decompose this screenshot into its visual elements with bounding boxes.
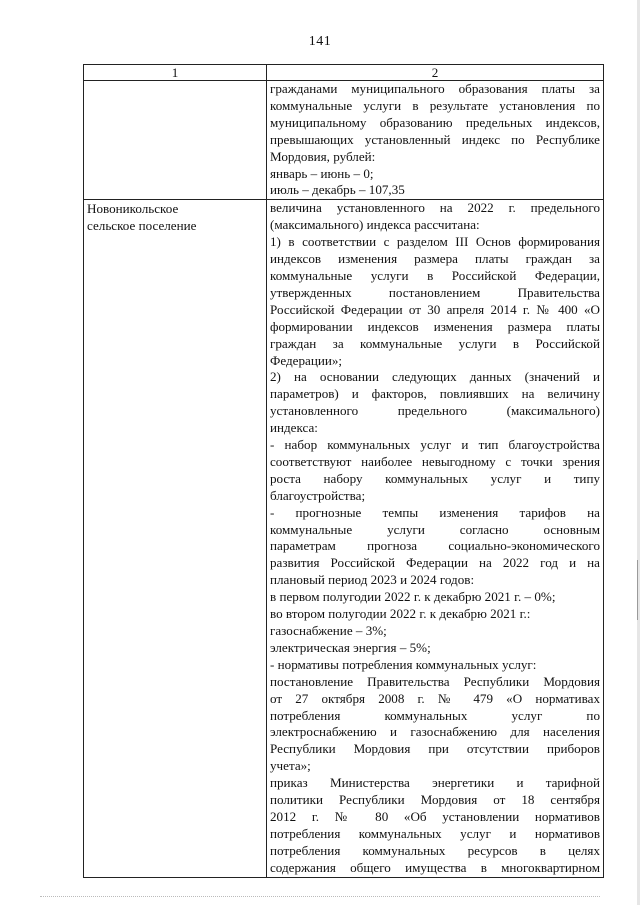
text-line: граждан за коммунальные услуги в Российской [270,335,600,351]
text-line: превышающих установленный индекс по Республике [270,131,600,147]
row2-col1 [84,200,267,877]
text-line: во втором полугодии 2022 г. к декабрю 2021 г.: [270,606,531,622]
text-line: - прогнозные темпы изменения тарифов на [270,504,600,520]
text-line: гражданами муниципального образования платы за [270,81,600,96]
scan-right-edge-mark [637,560,638,620]
text-line: потребления коммунальных услуг по [270,707,600,723]
text-line: электроснабжению и газоснабжению для населения [270,724,600,740]
text-line: содержания общего имущества в многоквартирном [270,859,600,875]
text-line: индексов изменения размера платы граждан за [270,251,600,267]
table-row [84,200,604,877]
text-line: 2012 г. № 80 «Об установлении нормативов [270,808,600,824]
text-line: соответствуют наиболее невыгодному с точки зрения [270,453,600,469]
row1-text [270,81,600,199]
text-line: благоустройства; [270,487,366,503]
settlement-name-line: Новоникольское [87,201,179,217]
text-line: роста набору коммунальных услуг и типу [270,470,600,486]
table-row [84,81,604,200]
text-line: газоснабжение – 3%; [270,623,387,638]
text-line: потребления коммунальных ресурсов в целях [270,842,600,858]
text-line: Российской Федерации от 30 апреля 2014 г. № 400 «О [270,301,600,317]
text-line: развития Российской Федерации на 2022 год и на [270,555,600,571]
text-line: формировании индексов изменения размера платы [270,318,600,334]
text-line: величина установленного на 2022 г. предельного [270,200,600,216]
text-line: учета»; [270,758,311,774]
text-line: от 27 октября 2008 г. № 479 «О нормативах [270,690,600,706]
text-line: - нормативы потребления коммунальных услуг: [270,656,537,672]
text-line: коммунальные услуги в Российской Федерации, [270,267,600,283]
text-line: потребления коммунальных услуг и нормативов [270,825,600,841]
text-line: индекса: [270,420,318,436]
text-line: Республики Мордовия при отсутствии приборов [270,741,600,757]
scan-footer-noise [40,896,600,900]
column-header-2: 2 [267,65,604,81]
text-line: параметрам прогноза социально-экономического [270,538,600,554]
row1-col1 [84,81,267,200]
text-line: установленного предельного (максимального) [270,403,600,419]
settlement-name-line: сельское поселение [87,218,197,234]
text-line: муниципальному образованию предельных индексов, [270,114,600,130]
page-number: 141 [308,34,332,49]
row2-text [270,200,600,876]
text-line: - набор коммунальных услуг и тип благоустройства [270,437,600,453]
text-line: утвержденных постановлением Правительства [270,284,600,300]
settlement-name [87,200,263,235]
text-line: плановый период 2023 и 2024 годов: [270,572,475,588]
text-line: в первом полугодии 2022 г. к декабрю 2021 г. – 0%; [270,589,556,605]
text-line: 1) в соответствии с разделом III Основ формирования [270,234,600,250]
text-line: 2) на основании следующих данных (значений и [270,369,600,385]
text-line: коммунальные услуги в результате установления по [270,97,600,113]
document-table [83,64,604,878]
column-header-1: 1 [84,65,267,81]
text-line: приказ Министерства энергетики и тарифной [270,775,600,791]
text-line: январь – июнь – 0; [270,165,374,181]
text-line: политики Республики Мордовия от 18 сентября [270,792,600,808]
text-line: Мордовия, рублей: [270,148,376,164]
row1-col2 [267,81,604,200]
text-line: параметров) и факторов, повлиявших на величину [270,386,600,402]
text-line: коммунальные услуги согласно основным [270,521,600,537]
table-header-row [84,65,604,81]
row2-col2 [267,200,604,877]
text-line: (максимального) индекса рассчитана: [270,217,480,233]
text-line: Федерации»; [270,352,343,368]
text-line: электрическая энергия – 5%; [270,639,431,655]
text-line: постановление Правительства Республики Мордовия [270,673,600,689]
text-line: июль – декабрь – 107,35 [270,182,405,198]
